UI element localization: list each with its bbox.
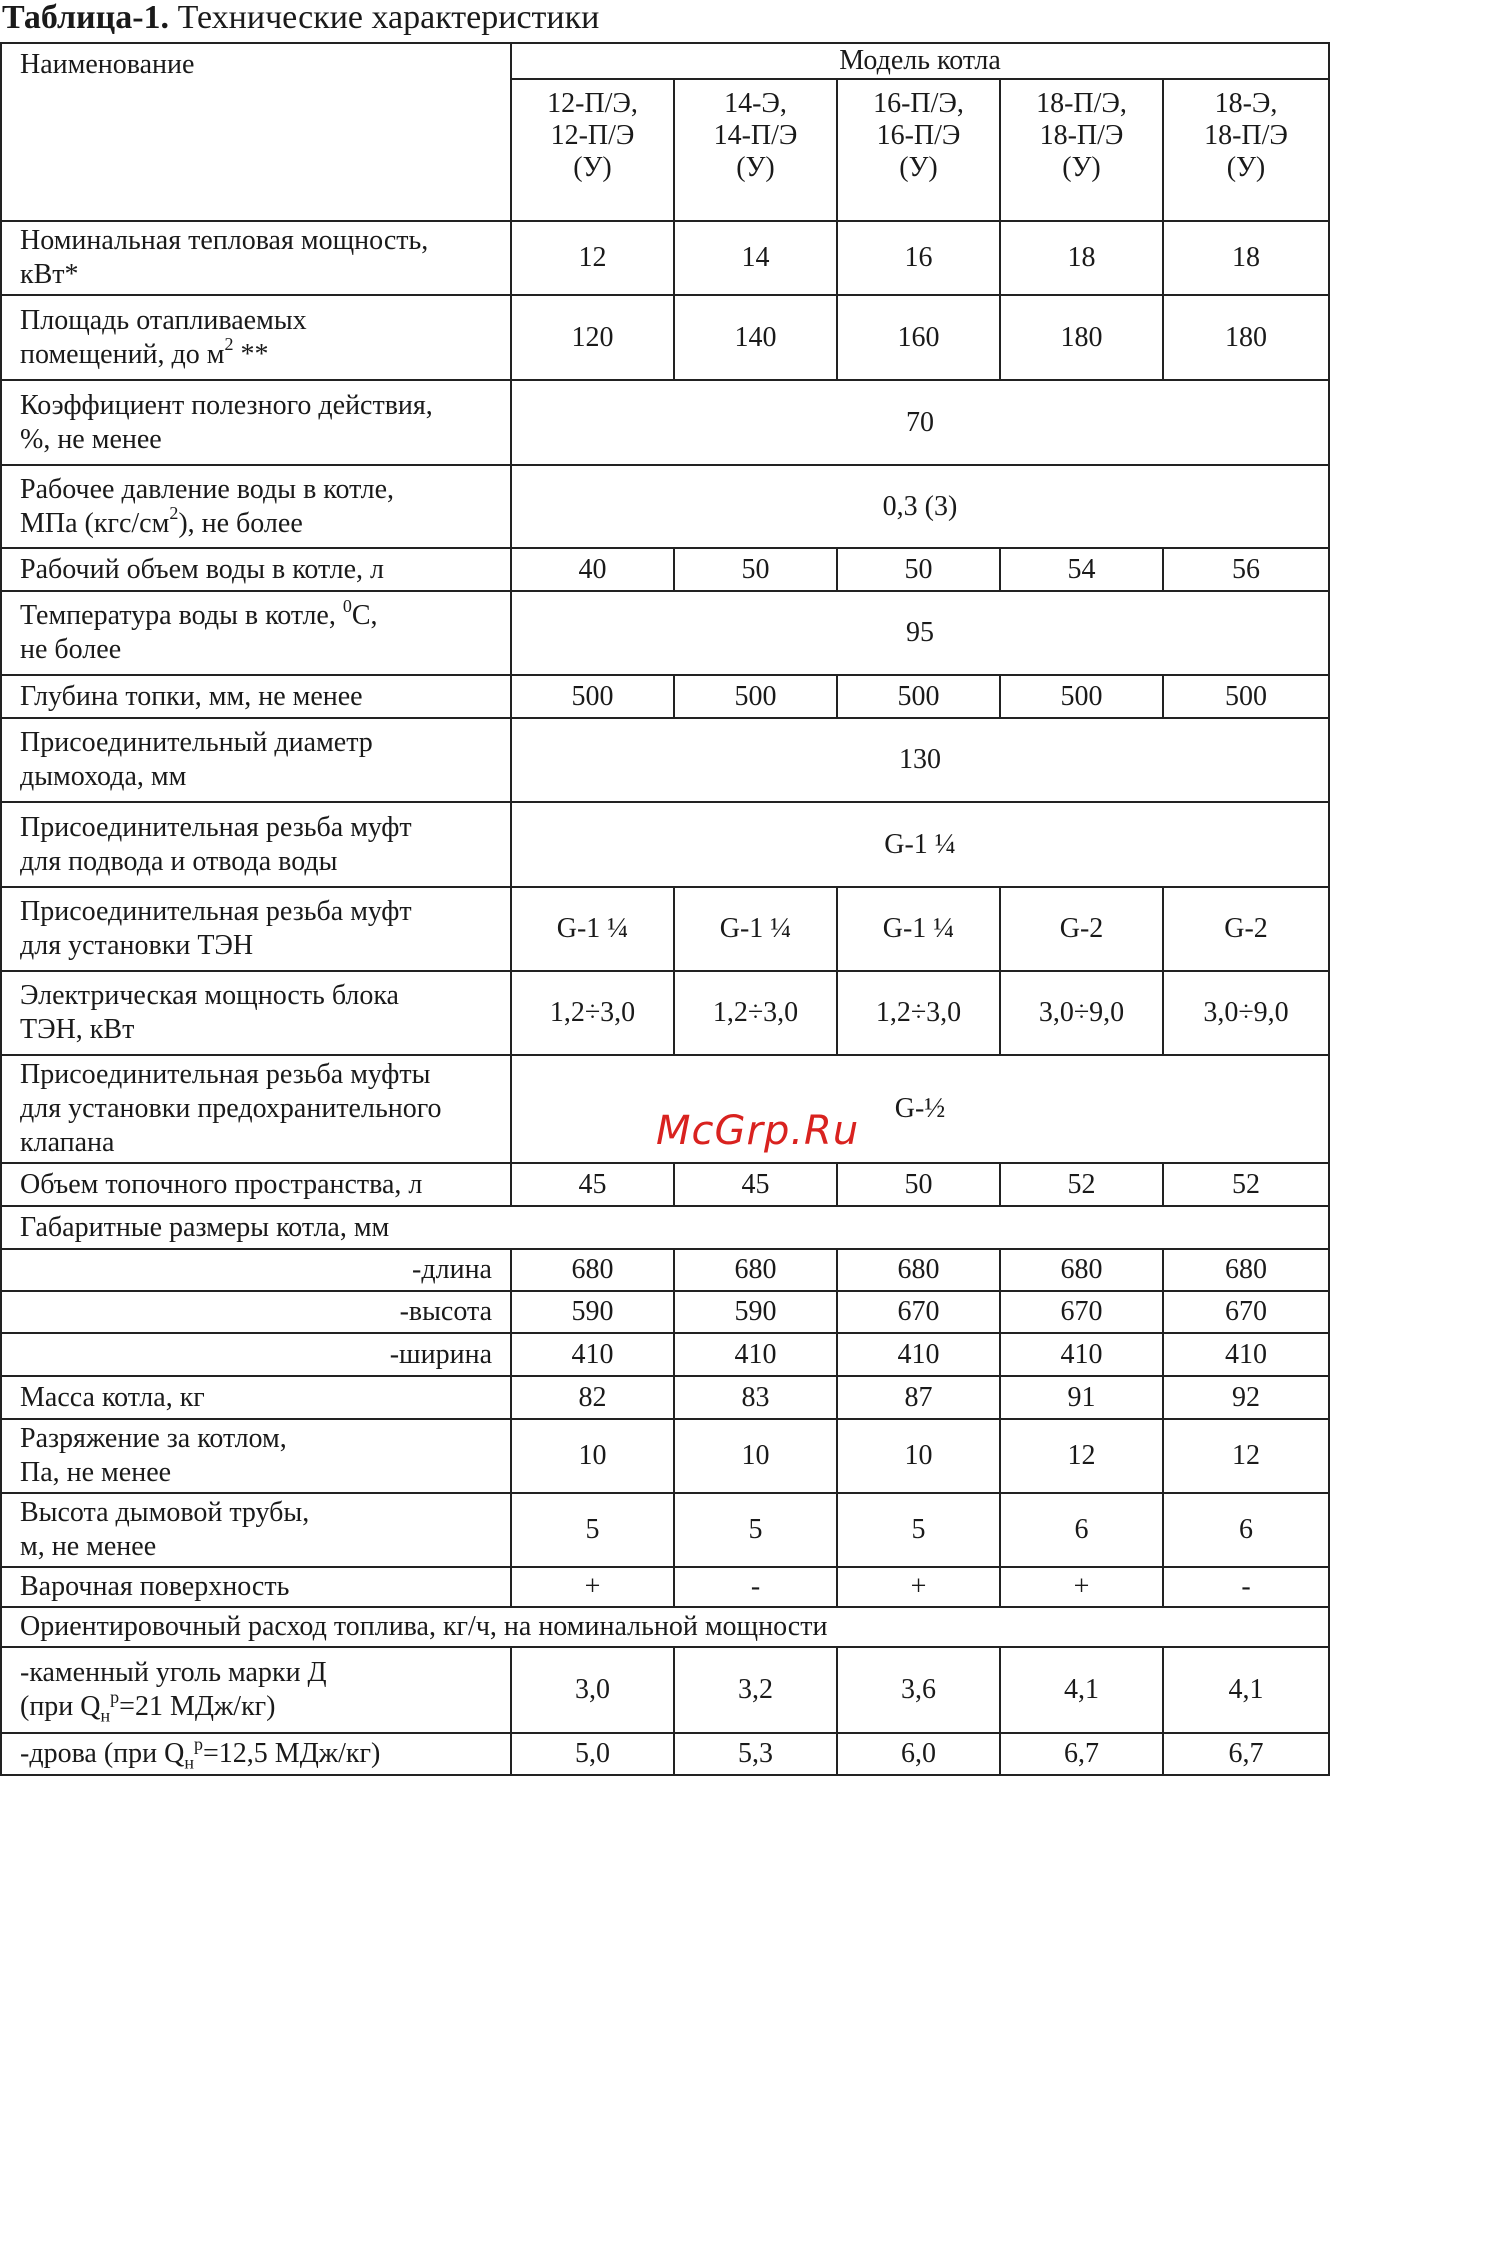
model-line: (У) [1062,152,1101,183]
value-cell: 670 [1000,1291,1163,1333]
value-cell: 5 [837,1493,1000,1567]
value-cell: 590 [674,1291,837,1333]
value-cell: 6,0 [837,1733,1000,1775]
value-cell: 12 [511,221,674,295]
row-label [1,718,511,802]
model-line: 12-П/Э, [547,88,638,119]
table-row [1,1333,1329,1376]
label-line: Присоединительная резьба муфты [20,1059,431,1090]
value-cell: 10 [837,1419,1000,1493]
table-row [1,1493,1329,1567]
label-line: С, [351,600,378,631]
model-line: 16-П/Э [876,120,961,151]
value-cell: 680 [674,1249,837,1291]
value-cell: 10 [674,1419,837,1493]
table-row [1,718,1329,802]
merged-value-cell: 70 [511,380,1329,465]
label-line: %, не менее [20,423,162,455]
value-cell: 4,1 [1163,1647,1329,1733]
label-line: Номинальная тепловая мощность, [20,225,429,256]
label-line: Присоединительная резьба муфт [20,811,412,843]
section-label: Ориентировочный расход топлива, кг/ч, на номинальной мощности [1,1607,1329,1647]
row-label [1,1647,511,1733]
model-header-4 [1000,79,1163,221]
value-cell: 5 [511,1493,674,1567]
model-line: 18-Э, [1214,88,1278,119]
row-label [1,221,511,295]
value-cell: 500 [1000,675,1163,718]
value-cell: 45 [674,1163,837,1206]
label-line: ТЭН, кВт [20,1014,135,1045]
model-line: 18-П/Э [1204,120,1288,151]
model-line: (У) [573,152,612,183]
value-cell: 10 [511,1419,674,1493]
value-cell: 6 [1163,1493,1329,1567]
label-line: =12,5 МДж/кг) [203,1738,381,1769]
superscript: р [110,1686,120,1707]
watermark: McGrp.Ru [656,1108,860,1154]
model-header-3 [837,79,1000,221]
header-row [1,43,1329,79]
merged-value-cell: 0,3 (3) [511,465,1329,548]
model-header-2 [674,79,837,221]
label-line: не более [20,634,122,665]
label-line: помещений, до м [20,338,225,370]
value-cell: 500 [1163,675,1329,718]
table-row [1,887,1329,971]
value-cell: 18 [1000,221,1163,295]
value-cell: 1,2÷3,0 [674,971,837,1055]
table-title: Технические характеристики [169,0,600,36]
sub-row-label: -длина [1,1249,511,1291]
row-label [1,1733,511,1775]
value-cell: 18 [1163,221,1329,295]
model-line: 18-П/Э, [1036,88,1127,119]
value-cell: 160 [837,295,1000,380]
value-cell: 140 [674,295,837,380]
value-cell: + [1000,1567,1163,1607]
label-line: -каменный уголь марки Д [20,1657,327,1688]
label-line: Коэффициент полезного действия, [20,389,433,421]
value-cell: 5,3 [674,1733,837,1775]
value-cell: + [837,1567,1000,1607]
table-row [1,591,1329,675]
value-cell: 410 [674,1333,837,1376]
model-header-1 [511,79,674,221]
label-line: Площадь отапливаемых [20,304,307,336]
label-line: для установки ТЭН [20,930,254,961]
value-cell: 3,2 [674,1647,837,1733]
value-cell: 91 [1000,1376,1163,1419]
value-cell: 120 [511,295,674,380]
model-line: (У) [1226,152,1266,183]
model-line: 14-П/Э [713,120,798,151]
sub-row-label: -высота [1,1291,511,1333]
model-header-5 [1163,79,1329,221]
table-caption [2,0,599,36]
value-cell: 50 [674,548,837,591]
value-cell: 3,0 [511,1647,674,1733]
value-cell: G-1 ¼ [511,887,674,971]
value-cell: 670 [837,1291,1000,1333]
value-cell: 16 [837,221,1000,295]
merged-value-cell: G-½ [511,1055,1329,1163]
value-cell: 3,0÷9,0 [1163,971,1329,1055]
value-cell: 3,6 [837,1647,1000,1733]
label-line: Разряжение за котлом, [20,1423,287,1454]
value-cell: G-1 ¼ [674,887,837,971]
table-row [1,548,1329,591]
merged-value-cell: G-1 ¼ [511,802,1329,887]
row-label: Рабочий объем воды в котле, л [1,548,511,591]
label-line: =21 МДж/кг) [119,1691,276,1722]
value-cell: 500 [511,675,674,718]
row-label: Варочная поверхность [1,1567,511,1607]
value-cell: - [1163,1567,1329,1607]
row-label [1,380,511,465]
value-cell: 680 [837,1249,1000,1291]
label-line: Присоединительный диаметр [20,727,373,758]
table-row [1,802,1329,887]
label-line: (при Q [20,1691,101,1722]
value-cell: 56 [1163,548,1329,591]
model-line: 16-П/Э, [873,88,964,119]
value-cell: 54 [1000,548,1163,591]
label-line: МПа (кгс/см [20,507,170,539]
label-line: клапана [20,1127,115,1158]
value-cell: 45 [511,1163,674,1206]
label-line: для установки предохранительного [20,1093,442,1124]
row-label: Масса котла, кг [1,1376,511,1419]
value-cell: 180 [1163,295,1329,380]
value-cell: 52 [1163,1163,1329,1206]
value-cell: 500 [837,675,1000,718]
sub-row-label: -ширина [1,1333,511,1376]
row-label [1,295,511,380]
table-row [1,1376,1329,1419]
merged-value-cell: 130 [511,718,1329,802]
value-cell: 82 [511,1376,674,1419]
value-cell: 5 [674,1493,837,1567]
value-cell: 1,2÷3,0 [837,971,1000,1055]
table-row [1,1733,1329,1775]
table-row [1,1419,1329,1493]
value-cell: 4,1 [1000,1647,1163,1733]
value-cell: G-1 ¼ [837,887,1000,971]
value-cell: - [674,1567,837,1607]
label-line: Высота дымовой трубы, [20,1497,310,1528]
table-row [1,380,1329,465]
value-cell: 14 [674,221,837,295]
table-row [1,1163,1329,1206]
label-line: -дрова (при Q [20,1738,185,1769]
value-cell: 1,2÷3,0 [511,971,674,1055]
model-line: 14-Э, [724,88,787,119]
label-line: Температура воды в котле, [20,600,343,631]
value-cell: 40 [511,548,674,591]
merged-value-cell: 95 [511,591,1329,675]
value-cell: 52 [1000,1163,1163,1206]
table-row [1,675,1329,718]
label-line: Электрическая мощность блока [20,980,399,1011]
table-row [1,221,1329,295]
model-line: (У) [736,152,775,183]
table-row [1,1567,1329,1607]
value-cell: 6,7 [1163,1733,1329,1775]
table-number: Таблица-1. [2,0,170,36]
value-cell: 12 [1000,1419,1163,1493]
value-cell: 3,0÷9,0 [1000,971,1163,1055]
row-label: Объем топочного пространства, л [1,1163,511,1206]
value-cell: 680 [1163,1249,1329,1291]
section-label: Габаритные размеры котла, мм [1,1206,1329,1249]
row-label [1,802,511,887]
value-cell: 410 [1000,1333,1163,1376]
value-cell: 50 [837,1163,1000,1206]
row-label [1,1419,511,1493]
model-line: (У) [899,152,938,183]
value-cell: 92 [1163,1376,1329,1419]
superscript: р [194,1733,204,1754]
label-line: м, не менее [20,1531,157,1562]
table-row [1,1607,1329,1647]
table-row [1,1206,1329,1249]
model-line: 18-П/Э [1039,120,1124,151]
value-cell: 87 [837,1376,1000,1419]
table-row [1,465,1329,548]
value-cell: 50 [837,548,1000,591]
value-cell: 670 [1163,1291,1329,1333]
row-label: Глубина топки, мм, не менее [1,675,511,718]
row-label [1,591,511,675]
label-line: ** [233,338,269,370]
superscript: 2 [224,334,234,355]
table-row [1,971,1329,1055]
label-line: дымохода, мм [20,761,187,792]
value-cell: 680 [1000,1249,1163,1291]
subscript: н [184,1752,195,1773]
row-label [1,1055,511,1163]
row-label [1,887,511,971]
header-name-cell: Наименование [1,43,511,221]
value-cell: G-2 [1163,887,1329,971]
label-line: Присоединительная резьба муфт [20,896,412,927]
value-cell: 180 [1000,295,1163,380]
table-row [1,1647,1329,1733]
value-cell: 500 [674,675,837,718]
superscript: 2 [169,503,179,524]
label-line: Па, не менее [20,1457,172,1488]
value-cell: G-2 [1000,887,1163,971]
row-label [1,971,511,1055]
specifications-table [0,42,1330,1776]
table-row [1,295,1329,380]
value-cell: 590 [511,1291,674,1333]
superscript: 0 [342,595,352,616]
value-cell: 410 [837,1333,1000,1376]
value-cell: 83 [674,1376,837,1419]
value-cell: 6,7 [1000,1733,1163,1775]
header-model-group: Модель котла [511,43,1329,79]
value-cell: 410 [1163,1333,1329,1376]
value-cell: 12 [1163,1419,1329,1493]
row-label [1,465,511,548]
table-row [1,1249,1329,1291]
label-line: кВт* [20,259,79,290]
label-line: ), не более [178,507,303,539]
value-cell: 410 [511,1333,674,1376]
value-cell: 5,0 [511,1733,674,1775]
label-line: для подвода и отвода воды [20,845,338,877]
model-line: 12-П/Э [550,120,635,151]
table-row [1,1291,1329,1333]
value-cell: 680 [511,1249,674,1291]
subscript: н [100,1705,111,1726]
row-label [1,1493,511,1567]
label-line: Рабочее давление воды в котле, [20,473,395,505]
value-cell: + [511,1567,674,1607]
value-cell: 6 [1000,1493,1163,1567]
